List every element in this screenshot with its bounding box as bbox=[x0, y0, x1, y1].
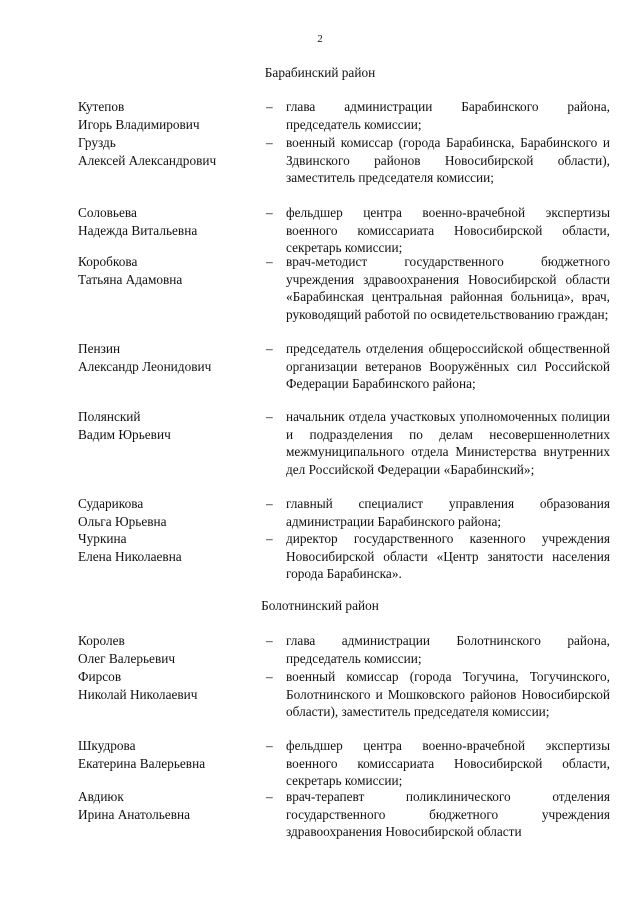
dash: – bbox=[266, 135, 273, 150]
member-name: Груздь Алексей Александрович bbox=[78, 135, 217, 168]
dash: – bbox=[266, 254, 273, 269]
dash: – bbox=[266, 669, 273, 684]
member-role: врач-методист государственного бюджетного учреждения здравоохранения Новосибирской области «Барабинская центральная районная больница», врач, руководящий работой по освидетельствованию граждан; bbox=[286, 254, 610, 323]
member-role: начальник отдела участковых уполномоченных полиции и подразделения по делам несовершеннолетних межмуниципального отдела Министерства внутренних дел Российской Федерации «Барабинский»; bbox=[286, 409, 610, 478]
member-name: Королев Олег Валерьевич bbox=[78, 633, 176, 666]
member-role: военный комиссар (города Барабинска, Барабинского и Здвинского районов Новосибирской области), заместитель председателя комиссии; bbox=[286, 135, 610, 186]
member-name: Соловьева Надежда Витальевна bbox=[78, 205, 198, 238]
member-name: Пензин Александр Леонидович bbox=[78, 341, 212, 374]
member-role: фельдшер центра военно-врачебной экспертизы военного комиссариата Новосибирской области, секретарь комиссии; bbox=[286, 738, 610, 789]
member-name: Авдиюк Ирина Анатольевна bbox=[78, 789, 190, 822]
dash: – bbox=[266, 409, 273, 424]
member-role: директор государственного казенного учреждения Новосибирской области «Центр занятости населения города Барабинска». bbox=[286, 531, 610, 582]
member-role: председатель отделения общероссийской общественной организации ветеранов Вооружённых сил Российской Федерации Барабинского района; bbox=[286, 341, 610, 392]
member-role: главный специалист управления образования администрации Барабинского района; bbox=[286, 496, 610, 529]
dash: – bbox=[266, 205, 273, 220]
member-role: военный комиссар (города Тогучина, Тогучинского, Болотнинского и Мошковского районов Новосибирской области), заместитель председателя комиссии; bbox=[286, 669, 610, 720]
member-name: Шкудрова Екатерина Валерьевна bbox=[78, 738, 206, 771]
dash: – bbox=[266, 789, 273, 804]
dash: – bbox=[266, 99, 273, 114]
member-name: Кутепов Игорь Владимирович bbox=[78, 99, 200, 132]
dash: – bbox=[266, 531, 273, 546]
member-name: Фирсов Николай Николаевич bbox=[78, 669, 198, 702]
member-name: Чуркина Елена Николаевна bbox=[78, 531, 182, 564]
dash: – bbox=[266, 341, 273, 356]
member-name: Полянский Вадим Юрьевич bbox=[78, 409, 171, 442]
dash: – bbox=[266, 633, 273, 648]
member-name: Коробкова Татьяна Адамовна bbox=[78, 254, 183, 287]
page-number: 2 bbox=[317, 33, 323, 45]
member-role: глава администрации Барабинского района, председатель комиссии; bbox=[286, 99, 610, 132]
member-role: фельдшер центра военно-врачебной экспертизы военного комиссариата Новосибирской области, секретарь комиссии; bbox=[286, 205, 610, 256]
member-name: Сударикова Ольга Юрьевна bbox=[78, 496, 167, 529]
section-title-barabinsk: Барабинский район bbox=[264, 65, 376, 80]
section-title-bolotnoye: Болотнинский район bbox=[261, 598, 379, 613]
member-role: глава администрации Болотнинского района, председатель комиссии; bbox=[286, 633, 610, 666]
member-role: врач-терапевт поликлинического отделения государственного бюджетного учреждения здравоохранения Новосибирской области bbox=[286, 789, 610, 840]
dash: – bbox=[266, 738, 273, 753]
dash: – bbox=[266, 496, 273, 511]
